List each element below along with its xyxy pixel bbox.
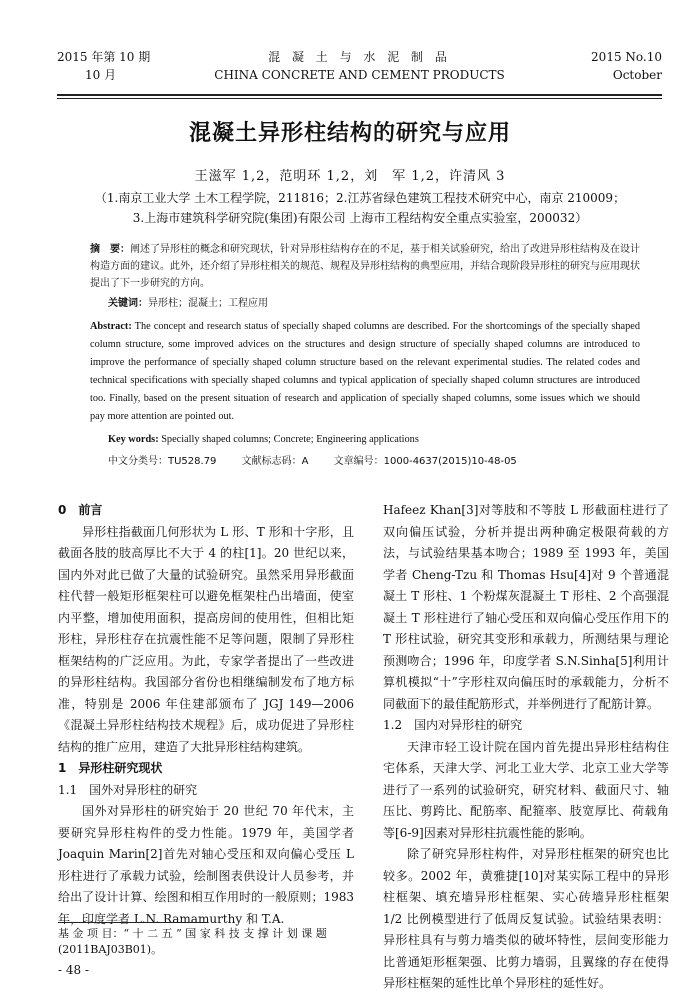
running-header (57, 48, 662, 88)
body-column-right (383, 500, 669, 995)
issue-cn: 2015 年第 10 期 (57, 50, 151, 64)
journal-name-cn: 混 凝 土 与 水 泥 制 品 (268, 50, 451, 64)
body-column-left (58, 500, 354, 930)
affiliation-line: 3.上海市建筑科学研究院(集团)有限公司 上海市工程结构安全重点实验室，200032） (132, 211, 588, 225)
paragraph: 除了研究异形柱构件，对异形柱框架的研究也比较多。2002 年，黄雅捷[10]对某实际工程中的异形柱框架、填充墙异形柱框架、实心砖墙异形柱框架 1/2 比例模型进行了低周反复试验。试验结果表明：异形柱具有与剪力墙类似的破坏特性，层间变形能力比普通矩形框架强、比剪力墙弱，且翼缘的存在使得异形柱框架的延性比单个异形柱的延性好。 (383, 847, 669, 990)
header-rule-thin (57, 98, 662, 99)
keywords-en (108, 434, 419, 445)
abstract-cn (90, 241, 640, 292)
affiliation-line: （1.南京工业大学 土木工程学院，211816；2.江苏省绿色建筑工程技术研究中心，南京 210009； (94, 191, 626, 205)
abstract-en-label: Abstract: (90, 321, 132, 332)
keywords-en-text: Specially shaped columns; Concrete; Engineering applications (161, 434, 419, 445)
keywords-en-label: Key words: (108, 434, 159, 445)
article-number: 文章编号：1000-4637(2015)10-48-05 (333, 456, 517, 467)
footnote-rule (58, 922, 208, 923)
document-code: 文献标志码：A (241, 456, 309, 467)
author-list: 王滋军 1,2，范明环 1,2，刘 军 1,2，许清风 3 (194, 169, 506, 184)
abstract-cn-label: 摘 要： (90, 244, 130, 255)
keywords-cn (108, 294, 268, 309)
funding-footnote: 基 金 项 目：“ 十 二 五 ” 国 家 科 技 支 撑 计 划 课 题 (2011BAJ03B01)。 (58, 927, 327, 956)
classification-line (108, 452, 539, 467)
abstract-cn-text: 阐述了异形柱的概念和研究现状，针对异形柱结构存在的不足，基于相关试验研究，给出了改进异形柱结构及在设计构造方面的建议。此外，还介绍了异形柱相关的规范、规程及异形柱结构的典型应用，并结合现阶段异形柱的研究与应用现状提出了下一步研究的方向。 (90, 244, 640, 289)
header-right (591, 48, 662, 84)
journal-name-en: CHINA CONCRETE AND CEMENT PRODUCTS (214, 68, 505, 82)
paragraph: Hafeez Khan[3]对等肢和不等肢 L 形截面柱进行了双向偏压试验，分析并提出两种确定极限荷载的方法，与试验结果基本吻合；1989 至 1993 年，美国学者 Cheng-Tzu 和 Thomas Hsu[4]对 9 个普通混凝土 T 形柱、1 个粉煤灰混凝土 T 形柱、2 个高强混凝土 T 形柱进行了轴心受压和双向偏心受压作用下的 T 形柱试验，研究其变形和承载力，所测结果与理论预测吻合；1996 年，印度学者 S.N.Sinha[5]利用计算机模拟“十”字形柱双向偏压时的承载能力，分析不同截面下的最佳配筋形式，并举例进行了配筋计算。 (383, 503, 669, 711)
paragraph: 天津市轻工设计院在国内首先提出异形柱结构住宅体系，天津大学、河北工业大学、北京工业大学等进行了一系列的试验研究，研究材料、截面尺寸、轴压比、剪跨比、配筋率、配箍率、肢宽厚比、荷载角等[6-9]因素对异形柱抗震性能的影响。 (383, 739, 669, 840)
section-heading: 0 前言 (58, 503, 103, 517)
abstract-en (90, 318, 640, 426)
issue-en: 2015 No.10 (591, 50, 662, 64)
month-cn: 10 月 (85, 68, 117, 82)
section-heading: 1 异形柱研究现状 (58, 761, 163, 775)
affiliations (60, 188, 660, 228)
clc-number: 中文分类号：TU528.79 (108, 456, 217, 467)
paragraph: 国外对异形柱的研究始于 20 世纪 70 年代末，主要研究异形柱构件的受力性能。1979 年，美国学者 Joaquin Marin[2]首先对轴心受压和双向偏心受压 L 形柱进行了承载力试验，绘制图表供设计人员参考，并给出了设计计算、绘图和相互作用时的一般原则；1983 年，印度学者 L.N. Ramamurthy 和 T.A. (58, 804, 354, 926)
keywords-cn-label: 关键词： (108, 298, 148, 309)
subsection-heading: 1.2 国内对异形柱的研究 (383, 718, 523, 732)
paragraph: 异形柱指截面几何形状为 L 形、T 形和十字形，且截面各肢的肢高厚比不大于 4 的柱[1]。20 世纪以来，国内外对此已做了大量的试验研究。虽然采用异形截面柱代替一般矩形框架柱可以避免框架柱凸出墙面，使室内平整，增加使用面积，提高房间的使用性，但相比矩形柱，异形柱存在抗震性能不足等问题，限制了异形柱框架结构的广泛应用。为此，专家学者提出了一些改进的异形柱结构。我国部分省份也相继编制发布了地方标准，特别是 2006 年住建部颁布了 JGJ 149—2006《混凝土异形柱结构技术规程》后，成功促进了异形柱结构的推广应用，建造了大批异形柱结构建筑。 (58, 524, 354, 754)
keywords-cn-text: 异形柱；混凝土；工程应用 (148, 298, 268, 309)
page-number: - 48 - (58, 963, 90, 977)
header-center (57, 48, 662, 84)
header-rule-thick (57, 94, 662, 96)
subsection-heading: 1.1 国外对异形柱的研究 (58, 782, 198, 797)
month-en: October (612, 68, 662, 82)
paper-title: 混凝土异形柱结构的研究与应用 (188, 121, 511, 146)
abstract-en-text: The concept and research status of specially shaped columns are described. For the shortcomings of the specially shaped column structure, some improved advices on the structures and design structure of specially shaped columns are introduced to improve the performance of specially shaped column structure based on the relevant experimental studies. The related codes and technical specifications with specially shaped columns and typical application of specially shaped column structures are introduced too. Finally, based on the present situation of research and application of specially shaped columns, some issues which we should pay more attention are pointed out. (90, 321, 640, 422)
